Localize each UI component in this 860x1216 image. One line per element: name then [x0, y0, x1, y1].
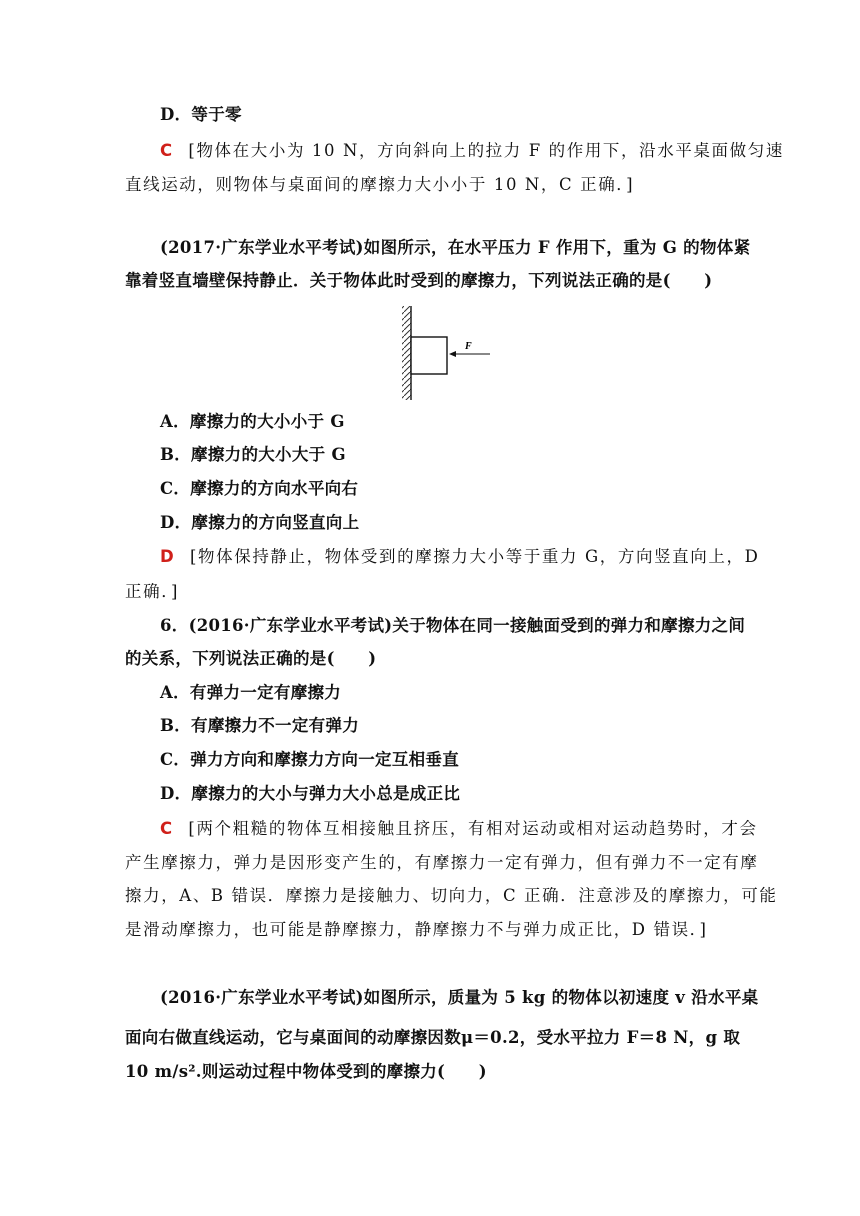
wall-hatch [402, 306, 411, 400]
prev-answer-letter: C [160, 141, 173, 160]
q7-stem-3: 10 m/s².则运动过程中物体受到的摩擦力( ) [125, 1062, 487, 1081]
q5-explanation-2: 正确．] [125, 582, 180, 601]
q6-stem-1: 6．(2016·广东学业水平考试)关于物体在同一接触面受到的弹力和摩擦力之间 [160, 616, 746, 635]
q6-explanation-1: [两个粗糙的物体互相接触且挤压，有相对运动或相对运动趋势时，才会 [188, 819, 758, 838]
q6-stem-2: 的关系，下列说法正确的是( ) [125, 649, 377, 668]
q5-option-a: A．摩擦力的大小小于 G [160, 412, 345, 431]
q5-answer-line [160, 545, 760, 569]
q6-answer-line [160, 817, 758, 841]
q7-stem-1: (2016·广东学业水平考试)如图所示，质量为 5 kg 的物体以初速度 v 沿水平桌 [160, 988, 759, 1007]
prev-explanation-1: [物体在大小为 10 N，方向斜向上的拉力 F 的作用下，沿水平桌面做匀速 [188, 141, 784, 160]
prev-explanation-2: 直线运动，则物体与桌面间的摩擦力大小小于 10 N，C 正确．] [125, 175, 635, 194]
q5-explanation-1: [物体保持静止，物体受到的摩擦力大小等于重力 G，方向竖直向上，D [190, 547, 760, 566]
q6-option-a: A．有弹力一定有摩擦力 [160, 683, 342, 702]
prev-option-d: D．等于零 [160, 105, 242, 124]
force-label: F [465, 341, 472, 352]
wall-block-figure [398, 306, 498, 400]
q5-option-d: D．摩擦力的方向竖直向上 [160, 513, 360, 532]
block [411, 337, 447, 374]
force-arrow-head [449, 351, 456, 357]
q5-option-b: B．摩擦力的大小大于 G [160, 445, 346, 464]
q6-explanation-3: 擦力，A、B 错误．摩擦力是接触力、切向力，C 正确．注意涉及的摩擦力，可能 [125, 886, 778, 905]
q6-option-b: B．有摩擦力不一定有弹力 [160, 716, 360, 735]
q5-option-c: C．摩擦力的方向水平向右 [160, 479, 359, 498]
q5-answer-letter: D [160, 547, 174, 566]
q6-option-d: D．摩擦力的大小与弹力大小总是成正比 [160, 784, 461, 803]
q6-explanation-4: 是滑动摩擦力，也可能是静摩擦力，静摩擦力不与弹力成正比，D 错误．] [125, 920, 708, 939]
q5-stem-2: 靠着竖直墙壁保持静止．关于物体此时受到的摩擦力，下列说法正确的是( ) [125, 271, 713, 290]
q6-answer-letter: C [160, 819, 173, 838]
q6-explanation-2: 产生摩擦力，弹力是因形变产生的，有摩擦力一定有弹力，但有弹力不一定有摩 [125, 853, 759, 872]
q5-stem-1: (2017·广东学业水平考试)如图所示，在水平压力 F 作用下，重为 G 的物体紧 [160, 238, 751, 257]
q7-stem-2: 面向右做直线运动，它与桌面间的动摩擦因数μ＝0.2，受水平拉力 F＝8 N，g 取 [125, 1028, 741, 1047]
q6-option-c: C．弹力方向和摩擦力方向一定互相垂直 [160, 750, 460, 769]
prev-answer-line [160, 139, 784, 163]
